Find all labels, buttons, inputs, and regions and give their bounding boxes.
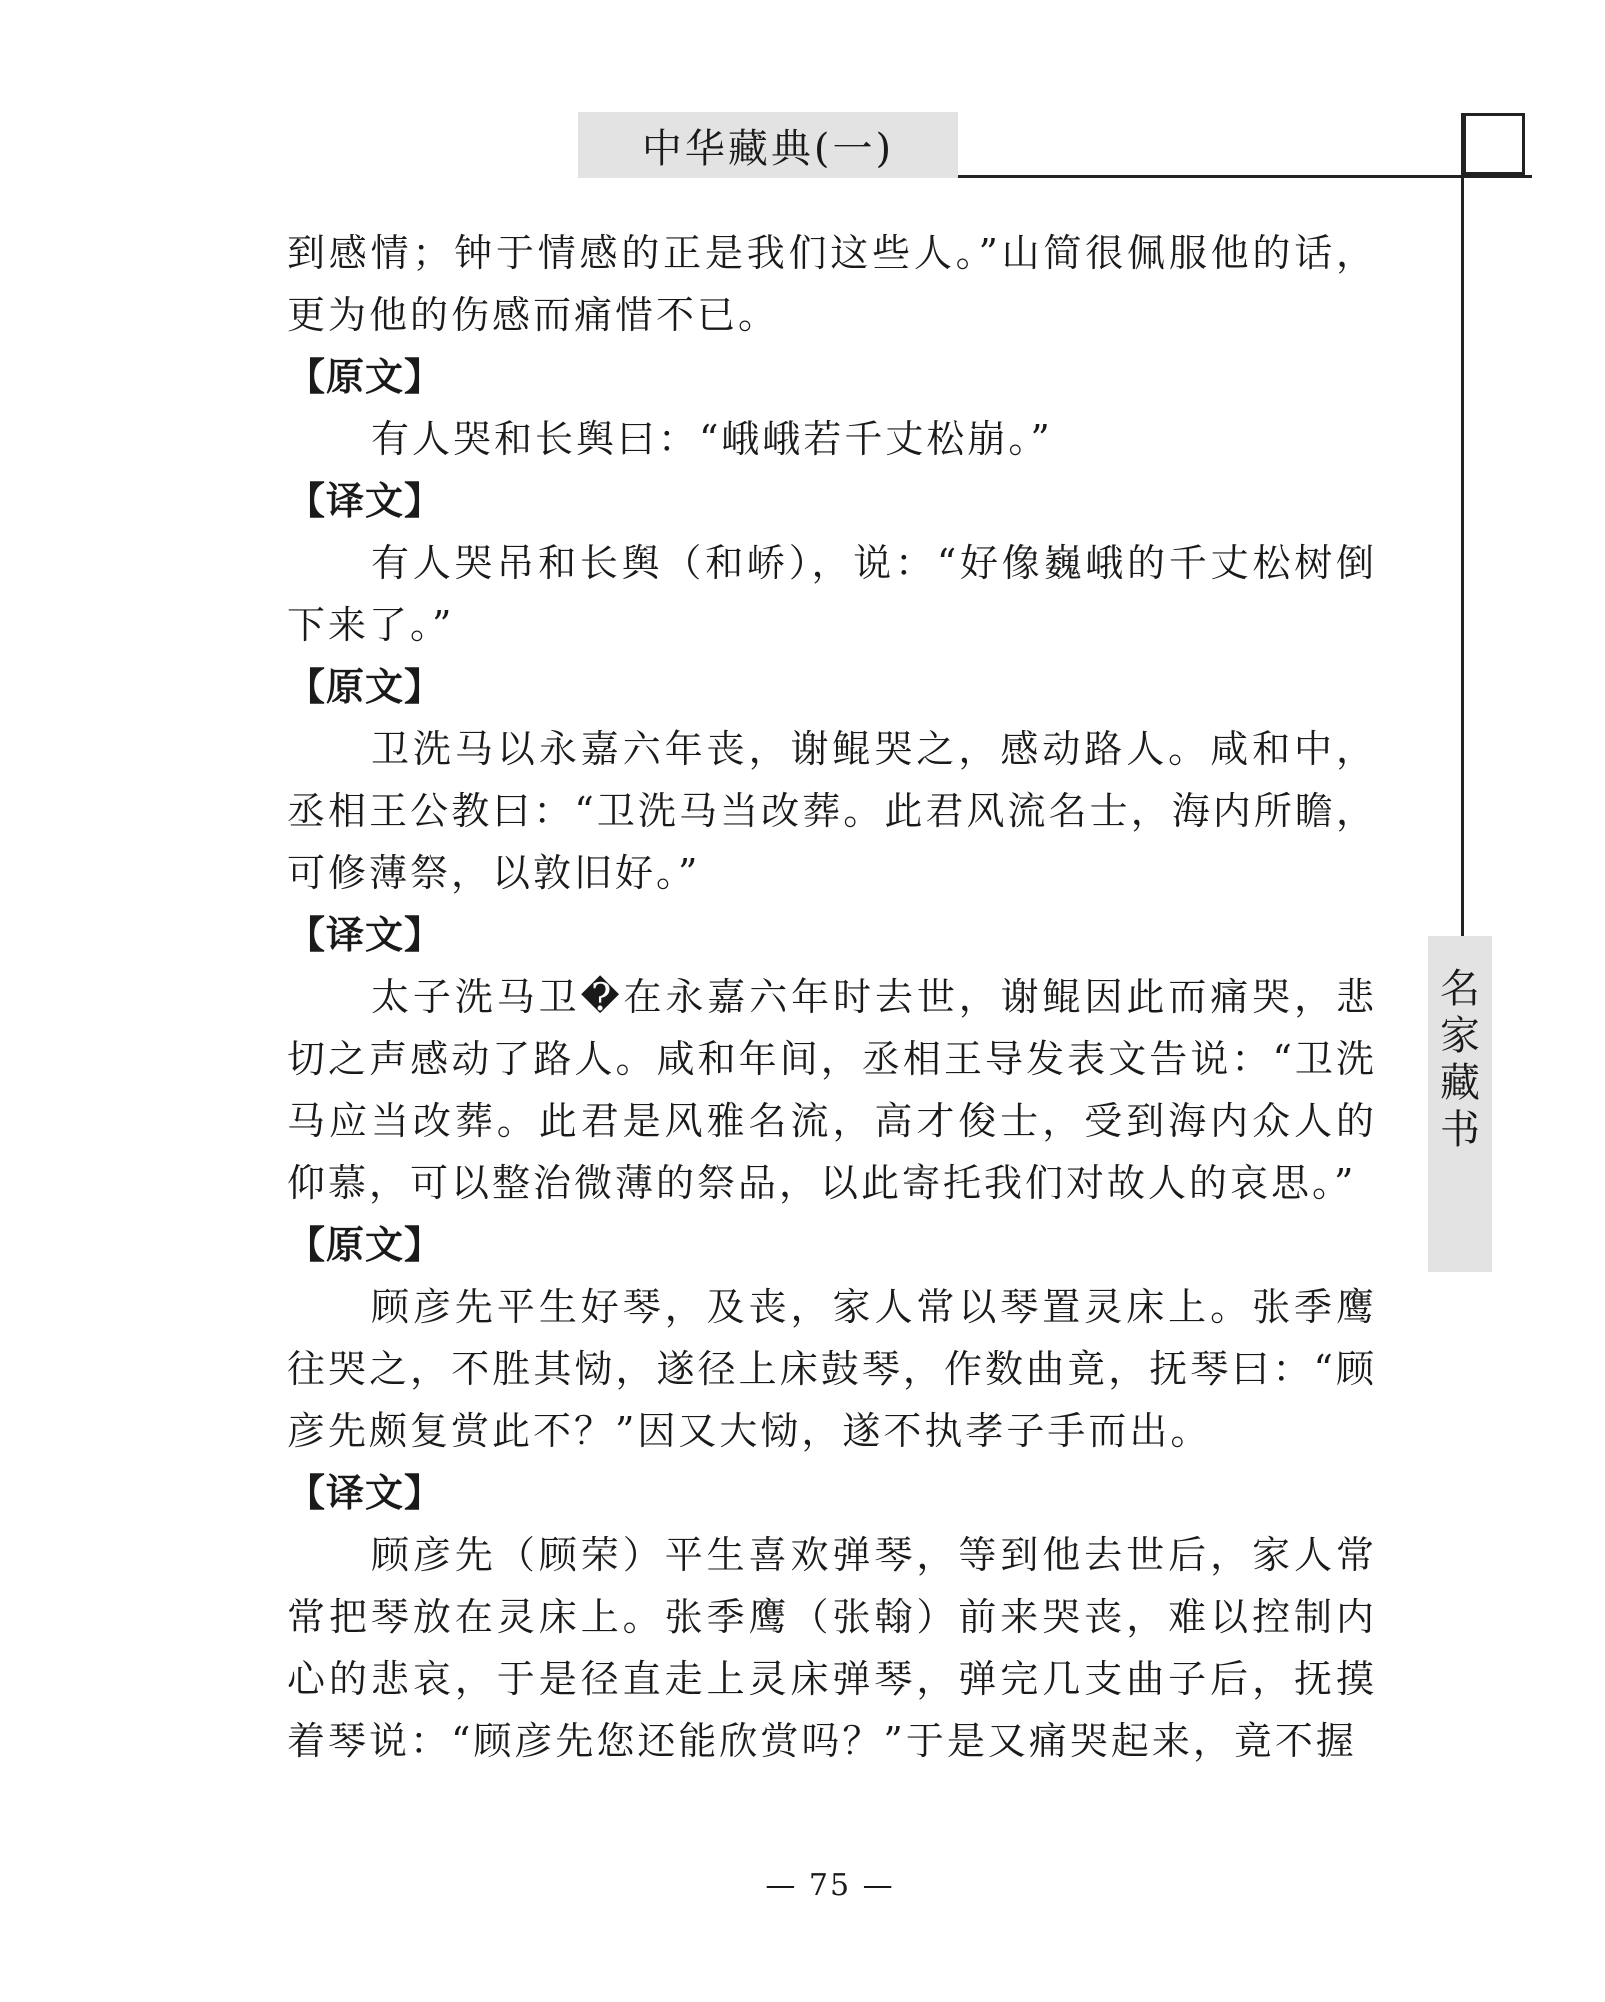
section-heading: 【译文】	[287, 1471, 444, 1515]
paragraph: 顾彦先（顾荣）平生喜欢弹琴，等到他去世后，家人常常把琴放在灵床上。张季鹰（张翰）前来哭丧，难以控制内心的悲哀，于是径直走上灵床弹琴，弹完几支曲子后，抚摸着琴说：“顾彦先您还能欣赏吗？”于是又痛哭起来，竟不握	[287, 1533, 1377, 1763]
section-heading: 【原文】	[287, 1223, 444, 1267]
side-tab-char: 书	[1440, 1107, 1480, 1153]
paragraph: 顾彦先平生好琴，及丧，家人常以琴置灵床上。张季鹰往哭之，不胜其恸，遂径上床鼓琴，作数曲竟，抚琴曰：“顾彦先颇复赏此不？”因又大恸，遂不执孝子手而出。	[287, 1285, 1377, 1453]
section-heading: 【原文】	[287, 665, 444, 709]
vertical-rule	[1461, 113, 1464, 938]
page-number: — 75 —	[765, 1868, 895, 1903]
section-heading: 【译文】	[287, 479, 444, 523]
side-tab-char: 名	[1440, 966, 1480, 1012]
header-rule	[958, 175, 1532, 178]
section-heading: 【原文】	[287, 355, 444, 399]
header-title: 中华藏典(一)	[641, 125, 895, 172]
section-heading: 【译文】	[287, 913, 444, 957]
side-tab-char: 藏	[1440, 1060, 1480, 1106]
running-header	[578, 112, 958, 178]
side-section-tab	[1428, 936, 1492, 1272]
paragraph: 到感情；钟于情感的正是我们这些人。”山简很佩服他的话，更为他的伤感而痛惜不已。	[287, 231, 1377, 337]
paragraph: 太子洗马卫�在永嘉六年时去世，谢鲲因此而痛哭，悲切之声感动了路人。咸和年间，丞相王导发表文告说：“卫洗马应当改葬。此君是风雅名流，高才俊士，受到海内众人的仰慕，可以整治微薄的祭品，以此寄托我们对故人的哀思。”	[287, 975, 1377, 1205]
paragraph: 卫洗马以永嘉六年丧，谢鲲哭之，感动路人。咸和中，丞相王公教曰：“卫洗马当改葬。此君风流名士，海内所瞻，可修薄祭，以敦旧好。”	[287, 727, 1377, 895]
side-tab-char: 家	[1440, 1013, 1480, 1059]
body-text	[287, 222, 1377, 1772]
corner-square-ornament	[1463, 113, 1525, 175]
paragraph: 有人哭和长舆曰：“峨峨若千丈松崩。”	[371, 417, 1053, 461]
paragraph: 有人哭吊和长舆（和峤），说：“好像巍峨的千丈松树倒下来了。”	[287, 541, 1377, 647]
